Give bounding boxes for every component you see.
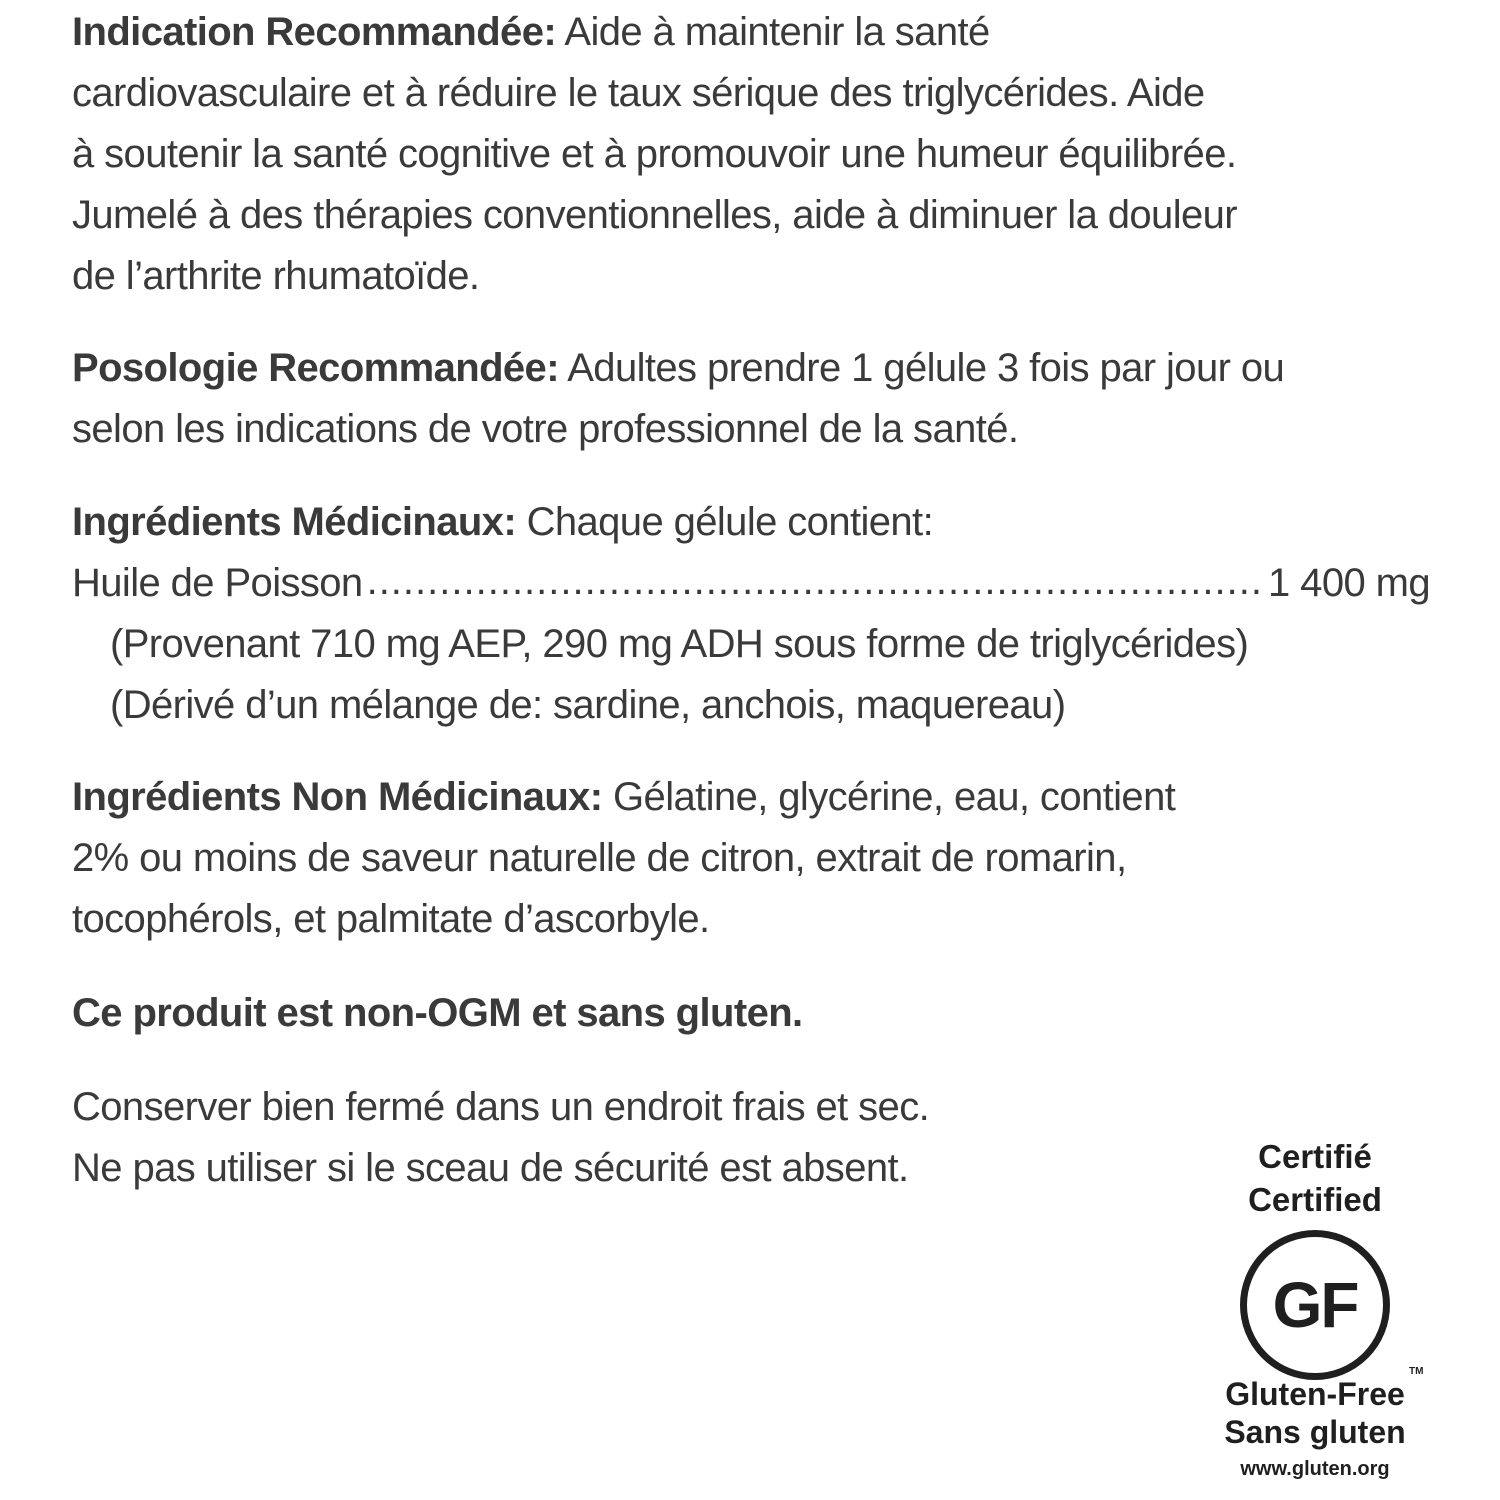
certified-en-text: Certified [1248, 1181, 1382, 1218]
ingredient-note-1: (Provenant 710 mg AEP, 290 mg ADH sous forme de triglycérides) [110, 622, 1249, 666]
indication-line-1 [72, 2, 1237, 63]
dosage-line-2: selon les indications de votre professionnel de la santé. [72, 407, 1019, 451]
indication-line-4: Jumelé à des thérapies conventionnelles, aide à diminuer la douleur [72, 193, 1237, 237]
indication-heading: Indication Recommandée: [72, 10, 557, 54]
indication-line-2: cardiovasculaire et à réduire le taux sérique des triglycérides. Aide [72, 71, 1205, 115]
ingredient-name: Huile de Poisson [72, 561, 363, 605]
dosage-section [72, 338, 1284, 460]
dosage-heading: Posologie Recommandée: [72, 346, 559, 390]
ingredient-amount: 1 400 mg [1268, 561, 1430, 605]
certified-fr-text: Certifié [1258, 1138, 1372, 1175]
gf-circle-icon [1240, 1230, 1390, 1380]
gluten-free-fr-text: Sans gluten [1224, 1414, 1406, 1450]
non-medicinal-line-3: tocophérols, et palmitate d’ascorbyle. [72, 897, 710, 941]
gf-mark: GF [1272, 1269, 1358, 1341]
non-medicinal-heading: Ingrédients Non Médicinaux: [72, 775, 603, 819]
storage-section [72, 1077, 929, 1199]
storage-line-2: Ne pas utiliser si le sceau de sécurité est absent. [72, 1146, 909, 1190]
indication-line-3: à soutenir la santé cognitive et à promouvoir une humeur équilibrée. [72, 132, 1237, 176]
non-medicinal-line-2: 2% ou moins de saveur naturelle de citron, extrait de romarin, [72, 836, 1127, 880]
gluten-free-certification-badge [1190, 1135, 1440, 1490]
gluten-free-en-text: Gluten-Free [1225, 1376, 1405, 1412]
non-medicinal-ingredients-section [72, 767, 1175, 950]
storage-line-1: Conserver bien fermé dans un endroit frais et sec. [72, 1085, 930, 1129]
medicinal-line-1 [72, 492, 1430, 553]
medicinal-heading: Ingrédients Médicinaux: [72, 500, 517, 544]
certifier-url: www.gluten.org [1240, 1458, 1390, 1480]
indication-text-1: Aide à maintenir la santé [556, 10, 990, 54]
ingredient-note-2: (Dérivé d’un mélange de: sardine, anchois, maquereau) [110, 683, 1066, 727]
non-gmo-statement: Ce produit est non-OGM et sans gluten. [72, 991, 803, 1035]
ingredient-row [72, 553, 1430, 614]
indication-section [72, 2, 1237, 307]
dot-leader [367, 551, 1264, 612]
non-medicinal-line-1 [72, 767, 1175, 828]
medicinal-ingredients-section [72, 492, 1430, 736]
dosage-text-1: Adultes prendre 1 gélule 3 fois par jour ou [558, 346, 1285, 390]
medicinal-text-1: Chaque gélule contient: [516, 500, 934, 544]
indication-line-5: de l’arthrite rhumatoïde. [72, 254, 480, 298]
non-medicinal-text-1: Gélatine, glycérine, eau, contient [602, 775, 1176, 819]
dosage-line-1 [72, 338, 1284, 399]
non-gmo-section [72, 983, 803, 1044]
trademark-mark: TM [1409, 1366, 1424, 1377]
